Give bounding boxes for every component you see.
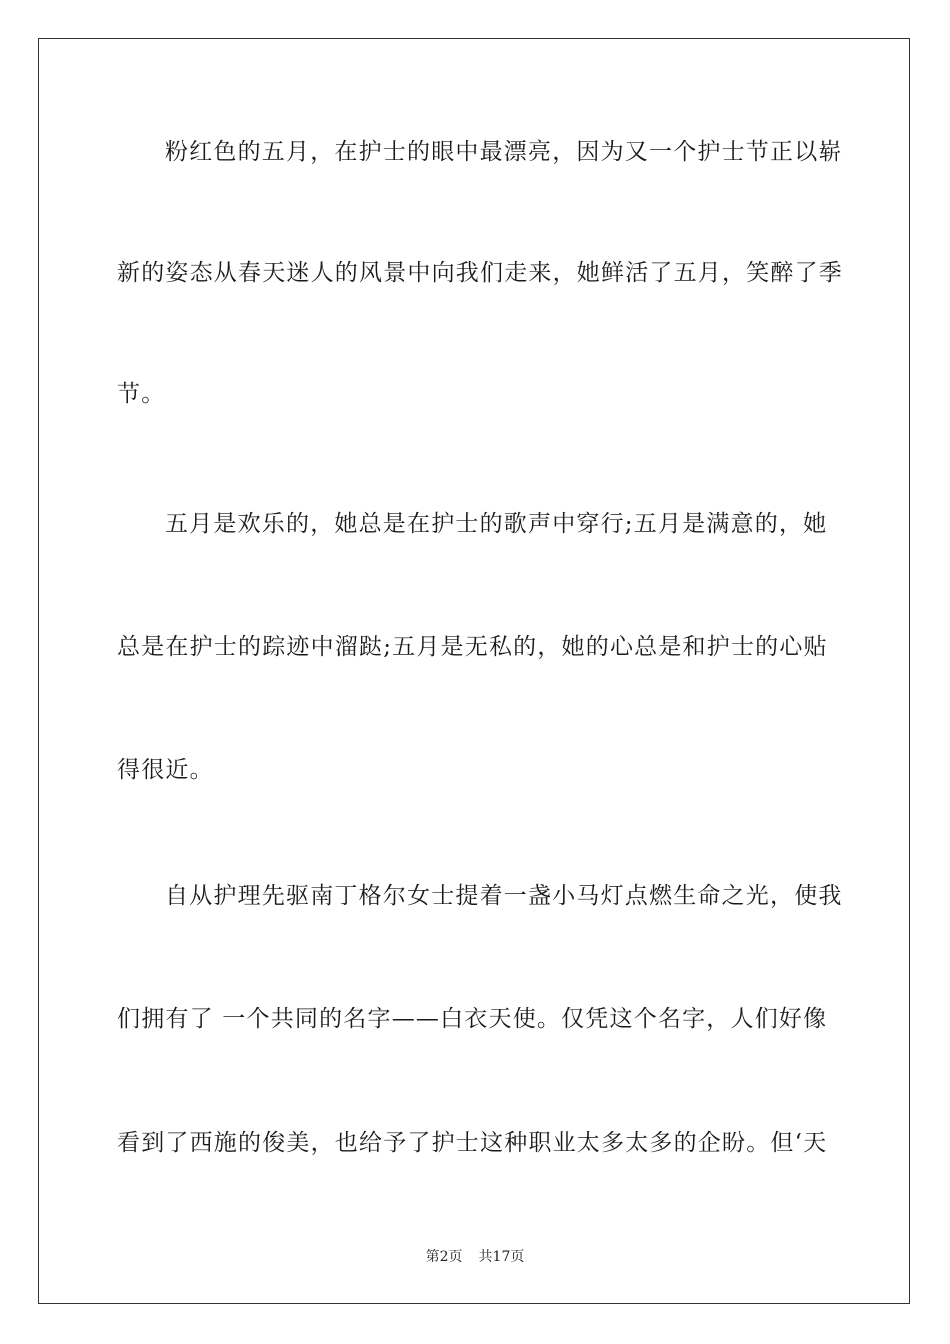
text-line-6: 得很近。 bbox=[117, 757, 214, 783]
text-line-8: 们拥有了 一个共同的名字——白衣天使。仅凭这个名字，人们好像 bbox=[117, 1006, 828, 1032]
text-line-9: 看到了西施的俊美，也给予了护士这种职业太多太多的企盼。但‘天 bbox=[117, 1130, 828, 1156]
page-number: 第2页 bbox=[425, 1249, 463, 1265]
page-total: 共17页 bbox=[478, 1249, 525, 1265]
text-line-2: 新的姿态从春天迷人的风景中向我们走来，她鲜活了五月，笑醉了季 bbox=[117, 260, 843, 286]
text-line-7: 自从护理先驱南丁格尔女士提着一盏小马灯点燃生命之光，使我 bbox=[165, 883, 843, 909]
text-line-5: 总是在护士的踪迹中溜跶;五月是无私的，她的心总是和护士的心贴 bbox=[117, 634, 828, 660]
text-line-1: 粉红色的五月，在护士的眼中最漂亮，因为又一个护士节正以崭 bbox=[165, 139, 843, 165]
page-border bbox=[38, 38, 910, 1304]
page-footer bbox=[0, 1248, 950, 1266]
text-line-4: 五月是欢乐的，她总是在护士的歌声中穿行;五月是满意的，她 bbox=[165, 511, 828, 537]
text-line-3: 节。 bbox=[117, 381, 166, 407]
